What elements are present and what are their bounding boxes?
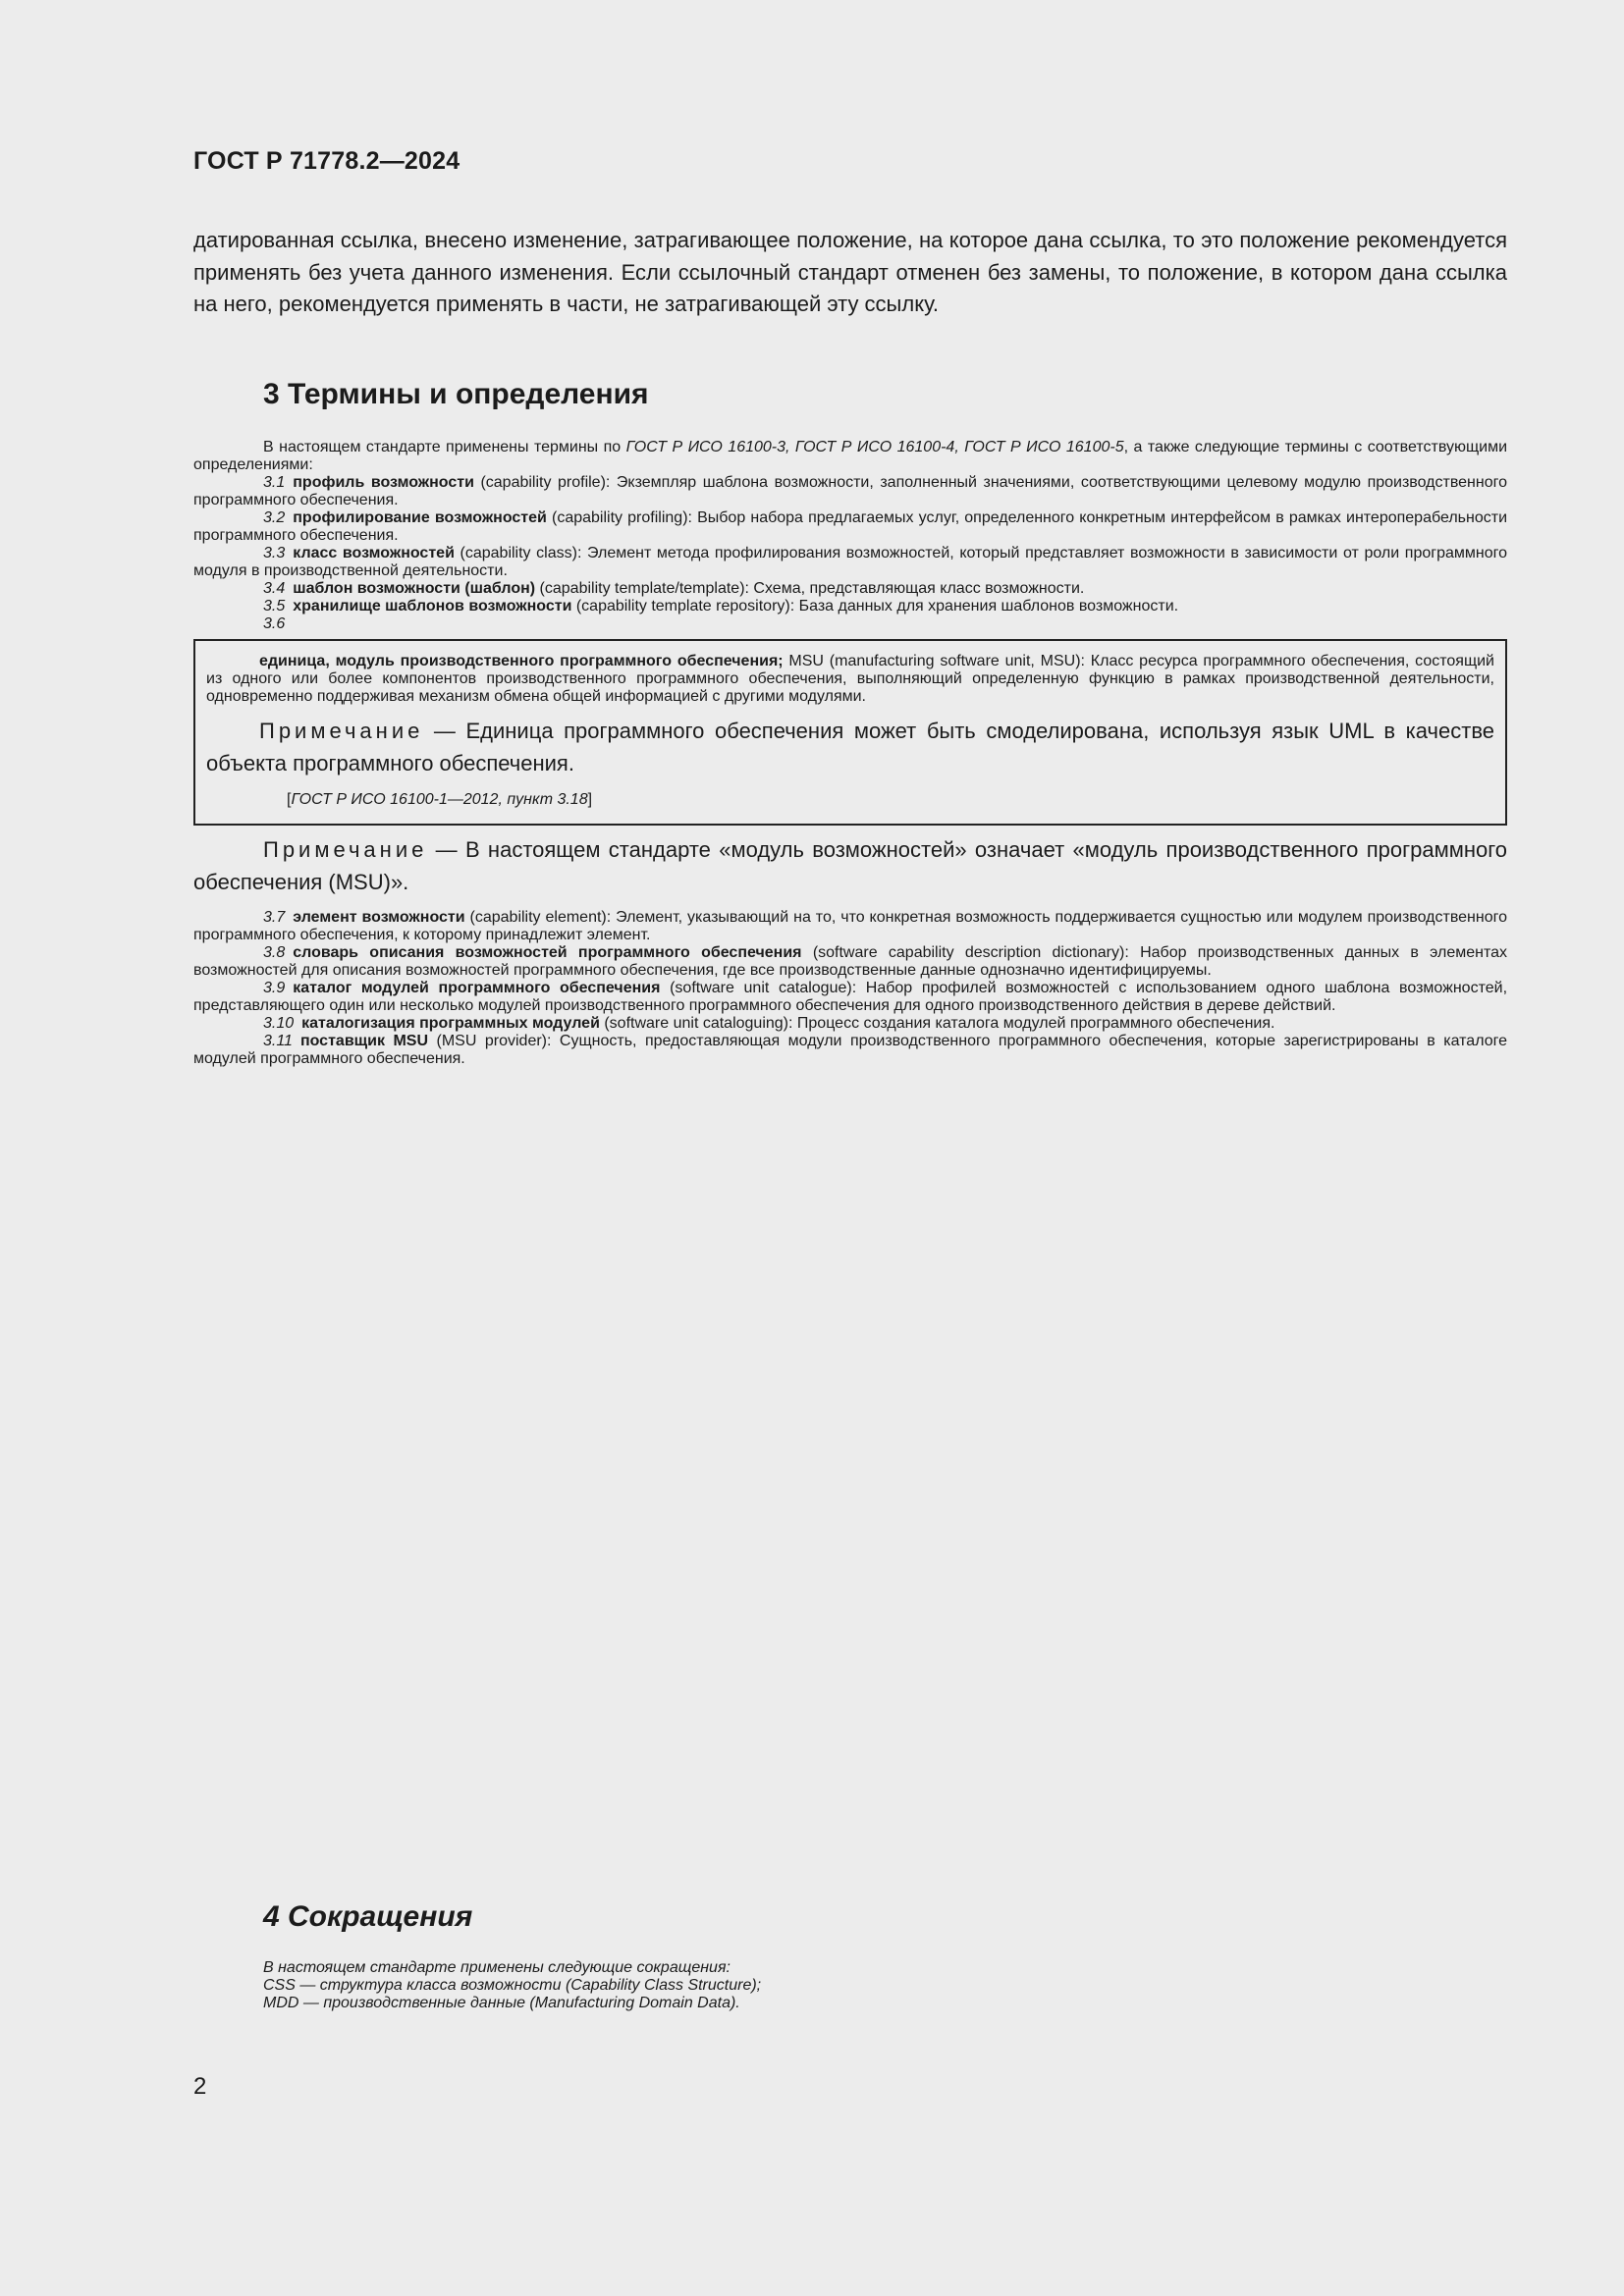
term-number: 3.10 xyxy=(263,1015,295,1032)
lead-text-1: В настоящем стандарте применены термины по xyxy=(263,439,626,455)
term-definition: (software unit catalogue): Набор профилей возможностей с использованием одного шаблона возможностей, представляющего один или несколько модулей производственного программного обеспечения для одного производственного действия в дереве действий. xyxy=(193,980,1508,1014)
abbreviations-intro: В настоящем стандарте применены следующие сокращения: xyxy=(263,1959,731,1976)
term-entry xyxy=(193,944,1507,980)
document-header: ГОСТ Р 71778.2—2024 xyxy=(193,147,460,175)
term-entry xyxy=(193,545,1507,580)
term-3-6-box xyxy=(193,639,1507,826)
term-number: 3.3 xyxy=(263,545,286,561)
term-entry xyxy=(193,909,1507,944)
term-entry xyxy=(193,980,1507,1015)
term-3-6-term: единица, модуль производственного программного обеспечения; xyxy=(259,653,784,669)
section-4-title: 4 Сокращения xyxy=(263,1900,473,1933)
term-definition: (MSU provider): Сущность, предоставляющая модули производственного программного обеспечения, которые зарегистрированы в каталоге модулей программного обеспечения. xyxy=(193,1033,1507,1067)
source-bracket-close: ] xyxy=(587,791,593,808)
abbreviation-mdd: MDD — производственные данные (Manufacturing Domain Data). xyxy=(263,1995,740,2011)
source-reference: ГОСТ Р ИСО 16100-1—2012, пункт 3.18 xyxy=(291,791,588,808)
term-definition: (software unit cataloguing): Процесс создания каталога модулей программного обеспечения. xyxy=(599,1015,1275,1032)
source-bracket-open: [ xyxy=(287,791,292,808)
lead-references: ГОСТ Р ИСО 16100-3, ГОСТ Р ИСО 16100-4, ГОСТ Р ИСО 16100-5 xyxy=(625,439,1124,455)
term-name: класс возможностей xyxy=(293,545,455,561)
term-entry xyxy=(193,1015,1507,1033)
term-number: 3.5 xyxy=(263,598,286,614)
term-number: 3.2 xyxy=(263,509,286,526)
term-number: 3.1 xyxy=(263,474,286,491)
abbreviations-list xyxy=(263,1959,1500,2012)
term-3-6-number: 3.6 xyxy=(263,615,286,632)
section-3-lead xyxy=(193,439,1507,474)
term-name: хранилище шаблонов возможности xyxy=(293,598,572,614)
term-number: 3.11 xyxy=(263,1033,293,1049)
term-entry xyxy=(193,474,1507,509)
term-number: 3.9 xyxy=(263,980,286,996)
intro-paragraph: датированная ссылка, внесено изменение, затрагивающее положение, на которое дана ссылка, то это положение рекомендуется применять без учета данного изменения. Если ссылочный стандарт отменен без замены, то положение, в котором дана ссылка на него, рекомендуется применять в части, не затрагивающей эту ссылку. xyxy=(193,228,1507,316)
terms-section xyxy=(193,439,1507,1068)
term-definition: (capability template/template): Схема, представляющая класс возможности. xyxy=(535,580,1085,597)
page-number: 2 xyxy=(193,2073,207,2100)
terms-list-2 xyxy=(193,909,1507,1068)
term-definition: (capability profiling): Выбор набора предлагаемых услуг, определенного конкретным интерфейсом в рамках интероперабельности программного обеспечения. xyxy=(193,509,1508,544)
term-definition: (capability class): Элемент метода профилирования возможностей, который представляет возможности в зависимости от роли программного модуля в производственной деятельности. xyxy=(193,545,1507,579)
term-entry xyxy=(193,598,1507,615)
outer-note xyxy=(193,834,1507,898)
term-name: профилирование возможностей xyxy=(293,509,547,526)
term-name: профиль возможности xyxy=(293,474,474,491)
term-definition: (capability template repository): База данных для хранения шаблонов возможности. xyxy=(571,598,1179,614)
term-definition: (capability profile): Экземпляр шаблона возможности, заполненный значениями, соответствующими целевому модулю производственного программного обеспечения. xyxy=(193,474,1508,508)
term-entry xyxy=(193,1033,1507,1068)
term-number: 3.4 xyxy=(263,580,286,597)
abbreviation-css: CSS — структура класса возможности (Capability Class Structure); xyxy=(263,1977,762,1994)
term-definition: (capability element): Элемент, указывающий на то, что конкретная возможность поддерживается сущностью или модулем производственного программного обеспечения, к которому принадлежит элемент. xyxy=(193,909,1508,943)
term-name: каталог модулей программного обеспечения xyxy=(293,980,661,996)
term-name: поставщик MSU xyxy=(299,1033,429,1049)
note-label: Примечание xyxy=(259,719,424,743)
term-name: каталогизация программных модулей xyxy=(301,1015,600,1032)
term-number: 3.7 xyxy=(263,909,286,926)
term-name: словарь описания возможностей программного обеспечения xyxy=(293,944,802,961)
term-definition: (software capability description dictionary): Набор производственных данных в элементах возможностей для описания возможностей программного обеспечения, где все производственные данные однозначно идентифицируемы. xyxy=(193,944,1508,979)
note-text: — Единица программного обеспечения может быть смоделирована, используя язык UML в качестве объекта программного обеспечения. xyxy=(206,719,1494,775)
term-3-6-note xyxy=(206,716,1494,779)
outer-note-text: — В настоящем стандарте «модуль возможностей» означает «модуль производственного программного обеспечения (MSU)». xyxy=(193,837,1507,894)
term-3-6-source xyxy=(206,791,1494,809)
lead-text-2: , а также следующие термины с соответствующими определениями: xyxy=(193,439,1508,473)
term-number: 3.8 xyxy=(263,944,286,961)
term-3-6-definition xyxy=(206,653,1494,706)
term-name: шаблон возможности (шаблон) xyxy=(293,580,536,597)
terms-list-1 xyxy=(193,474,1507,615)
outer-note-label: Примечание xyxy=(263,837,428,862)
term-entry xyxy=(193,509,1507,545)
term-3-6-rest: MSU (manufacturing software unit, MSU): Класс ресурса программного обеспечения, состоящий из одного или более компонентов производственного программного обеспечения, выполняющий определенную функцию в рамках производственной деятельности, одновременно поддерживая механизм обмена общей информацией с другими модулями. xyxy=(206,653,1494,705)
term-entry xyxy=(193,580,1507,598)
section-3-title: 3 Термины и определения xyxy=(263,378,649,410)
term-name: элемент возможности xyxy=(293,909,465,926)
